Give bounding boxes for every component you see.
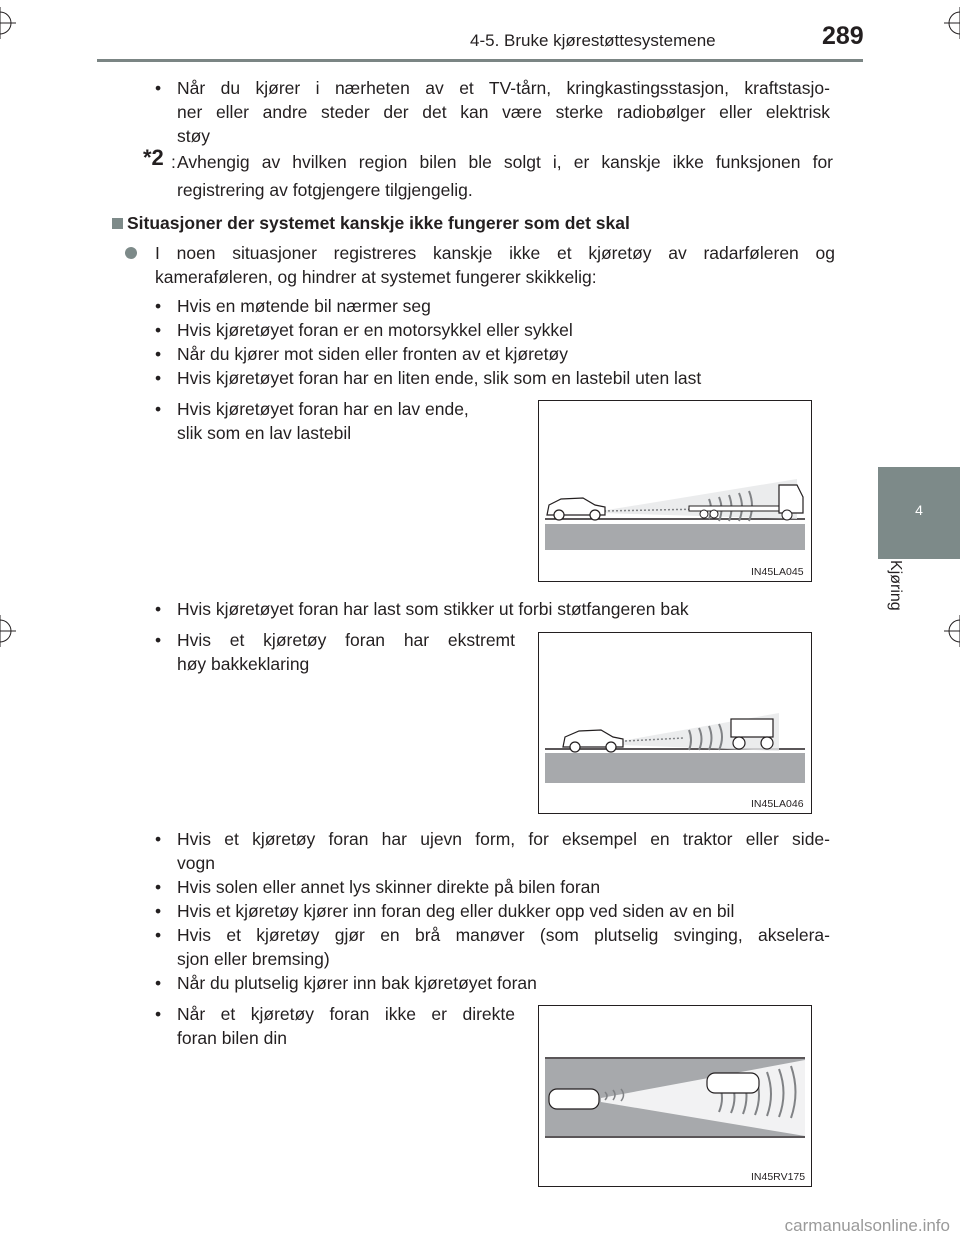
- list-item-text: Hvis et kjøretøy gjør en brå manøver (som plutselig svinging, akselera-: [177, 925, 830, 945]
- registration-mark-icon: [944, 615, 960, 647]
- list-item-text: Hvis en møtende bil nærmer seg: [177, 296, 431, 316]
- list-item-text: Hvis et kjøretøy foran har ujevn form, for eksempel en traktor eller side-: [177, 829, 830, 849]
- list-item-text: vogn: [177, 853, 215, 873]
- section-title: 4-5. Bruke kjørestøttesystemene: [470, 31, 716, 50]
- list-item-text: Når du plutselig kjører inn bak kjøretøyet foran: [177, 973, 537, 993]
- list-item-text: Når du kjører i nærheten av et TV-tårn, kringkastingsstasjon, kraftstasjo-: [177, 78, 830, 98]
- list-item-text: foran bilen din: [177, 1028, 287, 1048]
- list-item-text: Hvis kjøretøyet foran har en liten ende, slik som en lastebil uten last: [177, 368, 702, 388]
- figure-code: IN45LA045: [751, 566, 804, 578]
- registration-mark-icon: [0, 615, 16, 647]
- bullet-icon: •: [155, 296, 162, 316]
- watermark: carmanualsonline.info: [784, 1216, 950, 1235]
- illustration-low-truck: [538, 400, 812, 582]
- figure-code: IN45RV175: [751, 1171, 806, 1183]
- chapter-label-text: Kjøring: [887, 560, 904, 611]
- chapter-label: [884, 560, 904, 640]
- list-item-text: Hvis kjøretøyet foran har last som stikker ut forbi støtfangeren bak: [177, 599, 689, 619]
- list-item-text: Hvis solen eller annet lys skinner direkte på bilen foran: [177, 877, 601, 897]
- bullet-icon: •: [155, 877, 162, 897]
- illustration-offset-vehicle: [538, 1005, 812, 1187]
- list-item-text: høy bakkeklaring: [177, 654, 310, 674]
- circle-bullet-icon: [125, 247, 137, 259]
- bullet-icon: •: [155, 368, 162, 388]
- bullet-icon: •: [155, 320, 162, 340]
- intro-text: kameraføleren, og hindrer at systemet fungerer skikkelig:: [155, 267, 597, 287]
- bullet-icon: •: [155, 78, 162, 98]
- bullet-icon: •: [155, 399, 162, 419]
- header-divider: [97, 59, 863, 62]
- list-item-text: Hvis et kjøretøy kjører inn foran deg eller dukker opp ved siden av en bil: [177, 901, 735, 921]
- bullet-icon: •: [155, 599, 162, 619]
- list-item-text: Hvis et kjøretøy foran har ekstremt: [177, 630, 515, 650]
- bullet-icon: •: [155, 630, 162, 650]
- list-item-text: Når du kjører mot siden eller fronten av et kjøretøy: [177, 344, 568, 364]
- footnote-mark: *2: [143, 145, 164, 170]
- list-item-text: ner eller andre steder der det kan være sterke radiobølger eller elektrisk: [177, 102, 830, 122]
- square-bullet-icon: [112, 218, 123, 229]
- page-number: 289: [822, 22, 864, 50]
- list-item-text: Hvis kjøretøyet foran er en motorsykkel eller sykkel: [177, 320, 573, 340]
- footnote-text: Avhengig av hvilken region bilen ble solgt i, er kanskje ikke funksjonen for: [177, 152, 833, 172]
- list-item-text: støy: [177, 126, 211, 146]
- bullet-icon: •: [155, 973, 162, 993]
- bullet-icon: •: [155, 925, 162, 945]
- bullet-icon: •: [155, 344, 162, 364]
- chapter-number: 4: [915, 502, 923, 518]
- footnote-text: registrering av fotgjengere tilgjengelig.: [177, 180, 473, 200]
- bullet-icon: •: [155, 829, 162, 849]
- intro-text: I noen situasjoner registreres kanskje ikke et kjøretøy av radarføleren og: [155, 243, 835, 263]
- registration-mark-icon: [944, 7, 960, 39]
- section-heading: [112, 211, 630, 235]
- section-heading-text: Situasjoner der systemet kanskje ikke fungerer som det skal: [127, 213, 630, 233]
- list-item-text: slik som en lav lastebil: [177, 423, 352, 443]
- registration-mark-icon: [0, 7, 16, 39]
- list-item-text: Når et kjøretøy foran ikke er direkte: [177, 1004, 515, 1024]
- bullet-icon: •: [155, 1004, 162, 1024]
- bullet-icon: •: [155, 901, 162, 921]
- list-item-text: sjon eller bremsing): [177, 949, 330, 969]
- list-item-text: Hvis kjøretøyet foran har en lav ende,: [177, 399, 469, 419]
- figure-code: IN45LA046: [751, 798, 804, 810]
- illustration-high-clearance: [538, 632, 812, 814]
